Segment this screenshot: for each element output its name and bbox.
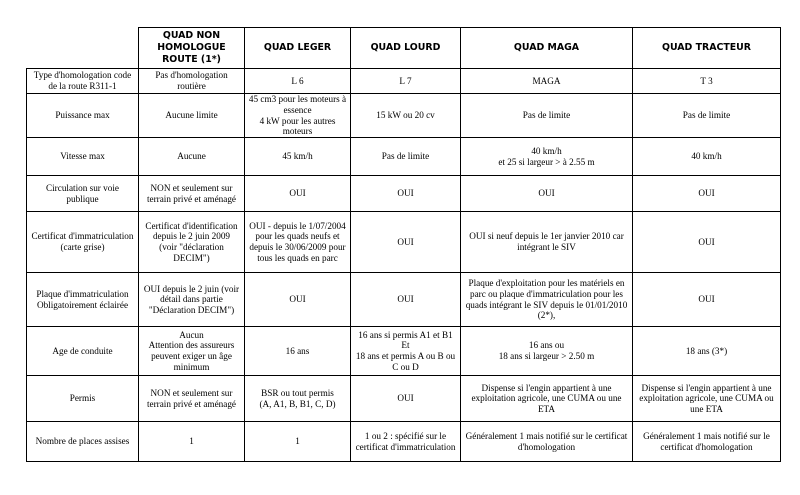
table-cell: 16 ans bbox=[245, 327, 351, 376]
comparison-table-container bbox=[26, 27, 781, 462]
table-cell: Pas d'homologation routière bbox=[139, 69, 245, 94]
table-row bbox=[27, 422, 781, 462]
table-cell: OUI depuis le 2 juin (voir détail dans partie "Déclaration DECIM") bbox=[139, 273, 245, 327]
table-cell: NON et seulement sur terrain privé et aménagé bbox=[139, 176, 245, 212]
row-label-puissance: Puissance max bbox=[27, 94, 139, 138]
row-label-places: Nombre de places assises bbox=[27, 422, 139, 462]
table-cell: Dispense si l'engin appartient à une exploitation agricole, une CUMA ou une ETA bbox=[461, 376, 633, 422]
table-cell: 40 km/h bbox=[633, 138, 781, 176]
table-cell: 40 km/h et 25 si largeur > à 2.55 m bbox=[461, 138, 633, 176]
table-cell: OUI bbox=[633, 176, 781, 212]
table-cell: 15 kW ou 20 cv bbox=[351, 94, 461, 138]
table-cell: Aucune bbox=[139, 138, 245, 176]
header-quad-maga: QUAD MAGA bbox=[461, 28, 633, 69]
table-cell: BSR ou tout permis (A, A1, B, B1, C, D) bbox=[245, 376, 351, 422]
row-label-age: Age de conduite bbox=[27, 327, 139, 376]
table-row bbox=[27, 376, 781, 422]
table-cell: OUI - depuis le 1/07/2004 pour les quads neufs et depuis le 30/06/2009 pour tous les quads en parc bbox=[245, 212, 351, 273]
table-cell: 1 bbox=[245, 422, 351, 462]
table-cell: Pas de limite bbox=[633, 94, 781, 138]
table-row bbox=[27, 212, 781, 273]
table-cell: 18 ans (3*) bbox=[633, 327, 781, 376]
table-cell: OUI bbox=[461, 176, 633, 212]
table-cell: 1 ou 2 : spécifié sur le certificat d'immatriculation bbox=[351, 422, 461, 462]
table-cell: OUI bbox=[245, 273, 351, 327]
table-cell: Aucune limite bbox=[139, 94, 245, 138]
table-cell: MAGA bbox=[461, 69, 633, 94]
table-row bbox=[27, 327, 781, 376]
table-cell: Généralement 1 mais notifié sur le certificat d'homologation bbox=[461, 422, 633, 462]
table-cell: Pas de limite bbox=[461, 94, 633, 138]
header-row bbox=[27, 28, 781, 69]
table-cell: Pas de limite bbox=[351, 138, 461, 176]
row-label-permis: Permis bbox=[27, 376, 139, 422]
table-cell: L 7 bbox=[351, 69, 461, 94]
table-cell: Certificat d'identification depuis le 2 juin 2009 (voir "déclaration DECIM") bbox=[139, 212, 245, 273]
row-label-plaque: Plaque d'immatriculation Obligatoirement éclairée bbox=[27, 273, 139, 327]
table-row bbox=[27, 138, 781, 176]
table-cell: OUI bbox=[633, 212, 781, 273]
table-cell: Généralement 1 mais notifié sur le certificat d'homologation bbox=[633, 422, 781, 462]
table-row bbox=[27, 273, 781, 327]
table-cell: OUI bbox=[245, 176, 351, 212]
row-label-certificat: Certificat d'immatriculation (carte grise) bbox=[27, 212, 139, 273]
row-label-vitesse: Vitesse max bbox=[27, 138, 139, 176]
table-cell: OUI si neuf depuis le 1er janvier 2010 car intégrant le SIV bbox=[461, 212, 633, 273]
table-cell: Dispense si l'engin appartient à une exploitation agricole, une CUMA ou une ETA bbox=[633, 376, 781, 422]
quad-comparison-table bbox=[26, 27, 781, 462]
table-cell: OUI bbox=[351, 212, 461, 273]
row-label-circulation: Circulation sur voie publique bbox=[27, 176, 139, 212]
header-corner bbox=[27, 28, 139, 69]
header-quad-leger: QUAD LEGER bbox=[245, 28, 351, 69]
row-label-homologation: Type d'homologation code de la route R311-1 bbox=[27, 69, 139, 94]
table-row bbox=[27, 176, 781, 212]
table-cell: 45 km/h bbox=[245, 138, 351, 176]
table-cell: 45 cm3 pour les moteurs à essence 4 kW pour les autres moteurs bbox=[245, 94, 351, 138]
header-quad-lourd: QUAD LOURD bbox=[351, 28, 461, 69]
table-cell: L 6 bbox=[245, 69, 351, 94]
table-cell: 16 ans si permis A1 et B1 Et 18 ans et permis A ou B ou C ou D bbox=[351, 327, 461, 376]
table-cell: OUI bbox=[351, 176, 461, 212]
table-cell: Plaque d'exploitation pour les matériels en parc ou plaque d'immatriculation pour les quads intégrant le SIV depuis le 01/01/2010 (2*), bbox=[461, 273, 633, 327]
table-row bbox=[27, 94, 781, 138]
table-cell: 16 ans ou 18 ans si largeur > 2.50 m bbox=[461, 327, 633, 376]
table-cell: 1 bbox=[139, 422, 245, 462]
table-cell: OUI bbox=[351, 376, 461, 422]
table-cell: OUI bbox=[351, 273, 461, 327]
header-quad-non-homologue: QUAD NON HOMOLOGUE ROUTE (1*) bbox=[139, 28, 245, 69]
table-cell: T 3 bbox=[633, 69, 781, 94]
table-cell: OUI bbox=[633, 273, 781, 327]
table-cell: Aucun Attention des assureurs peuvent exiger un âge minimum bbox=[139, 327, 245, 376]
table-row bbox=[27, 69, 781, 94]
table-cell: NON et seulement sur terrain privé et aménagé bbox=[139, 376, 245, 422]
header-quad-tracteur: QUAD TRACTEUR bbox=[633, 28, 781, 69]
